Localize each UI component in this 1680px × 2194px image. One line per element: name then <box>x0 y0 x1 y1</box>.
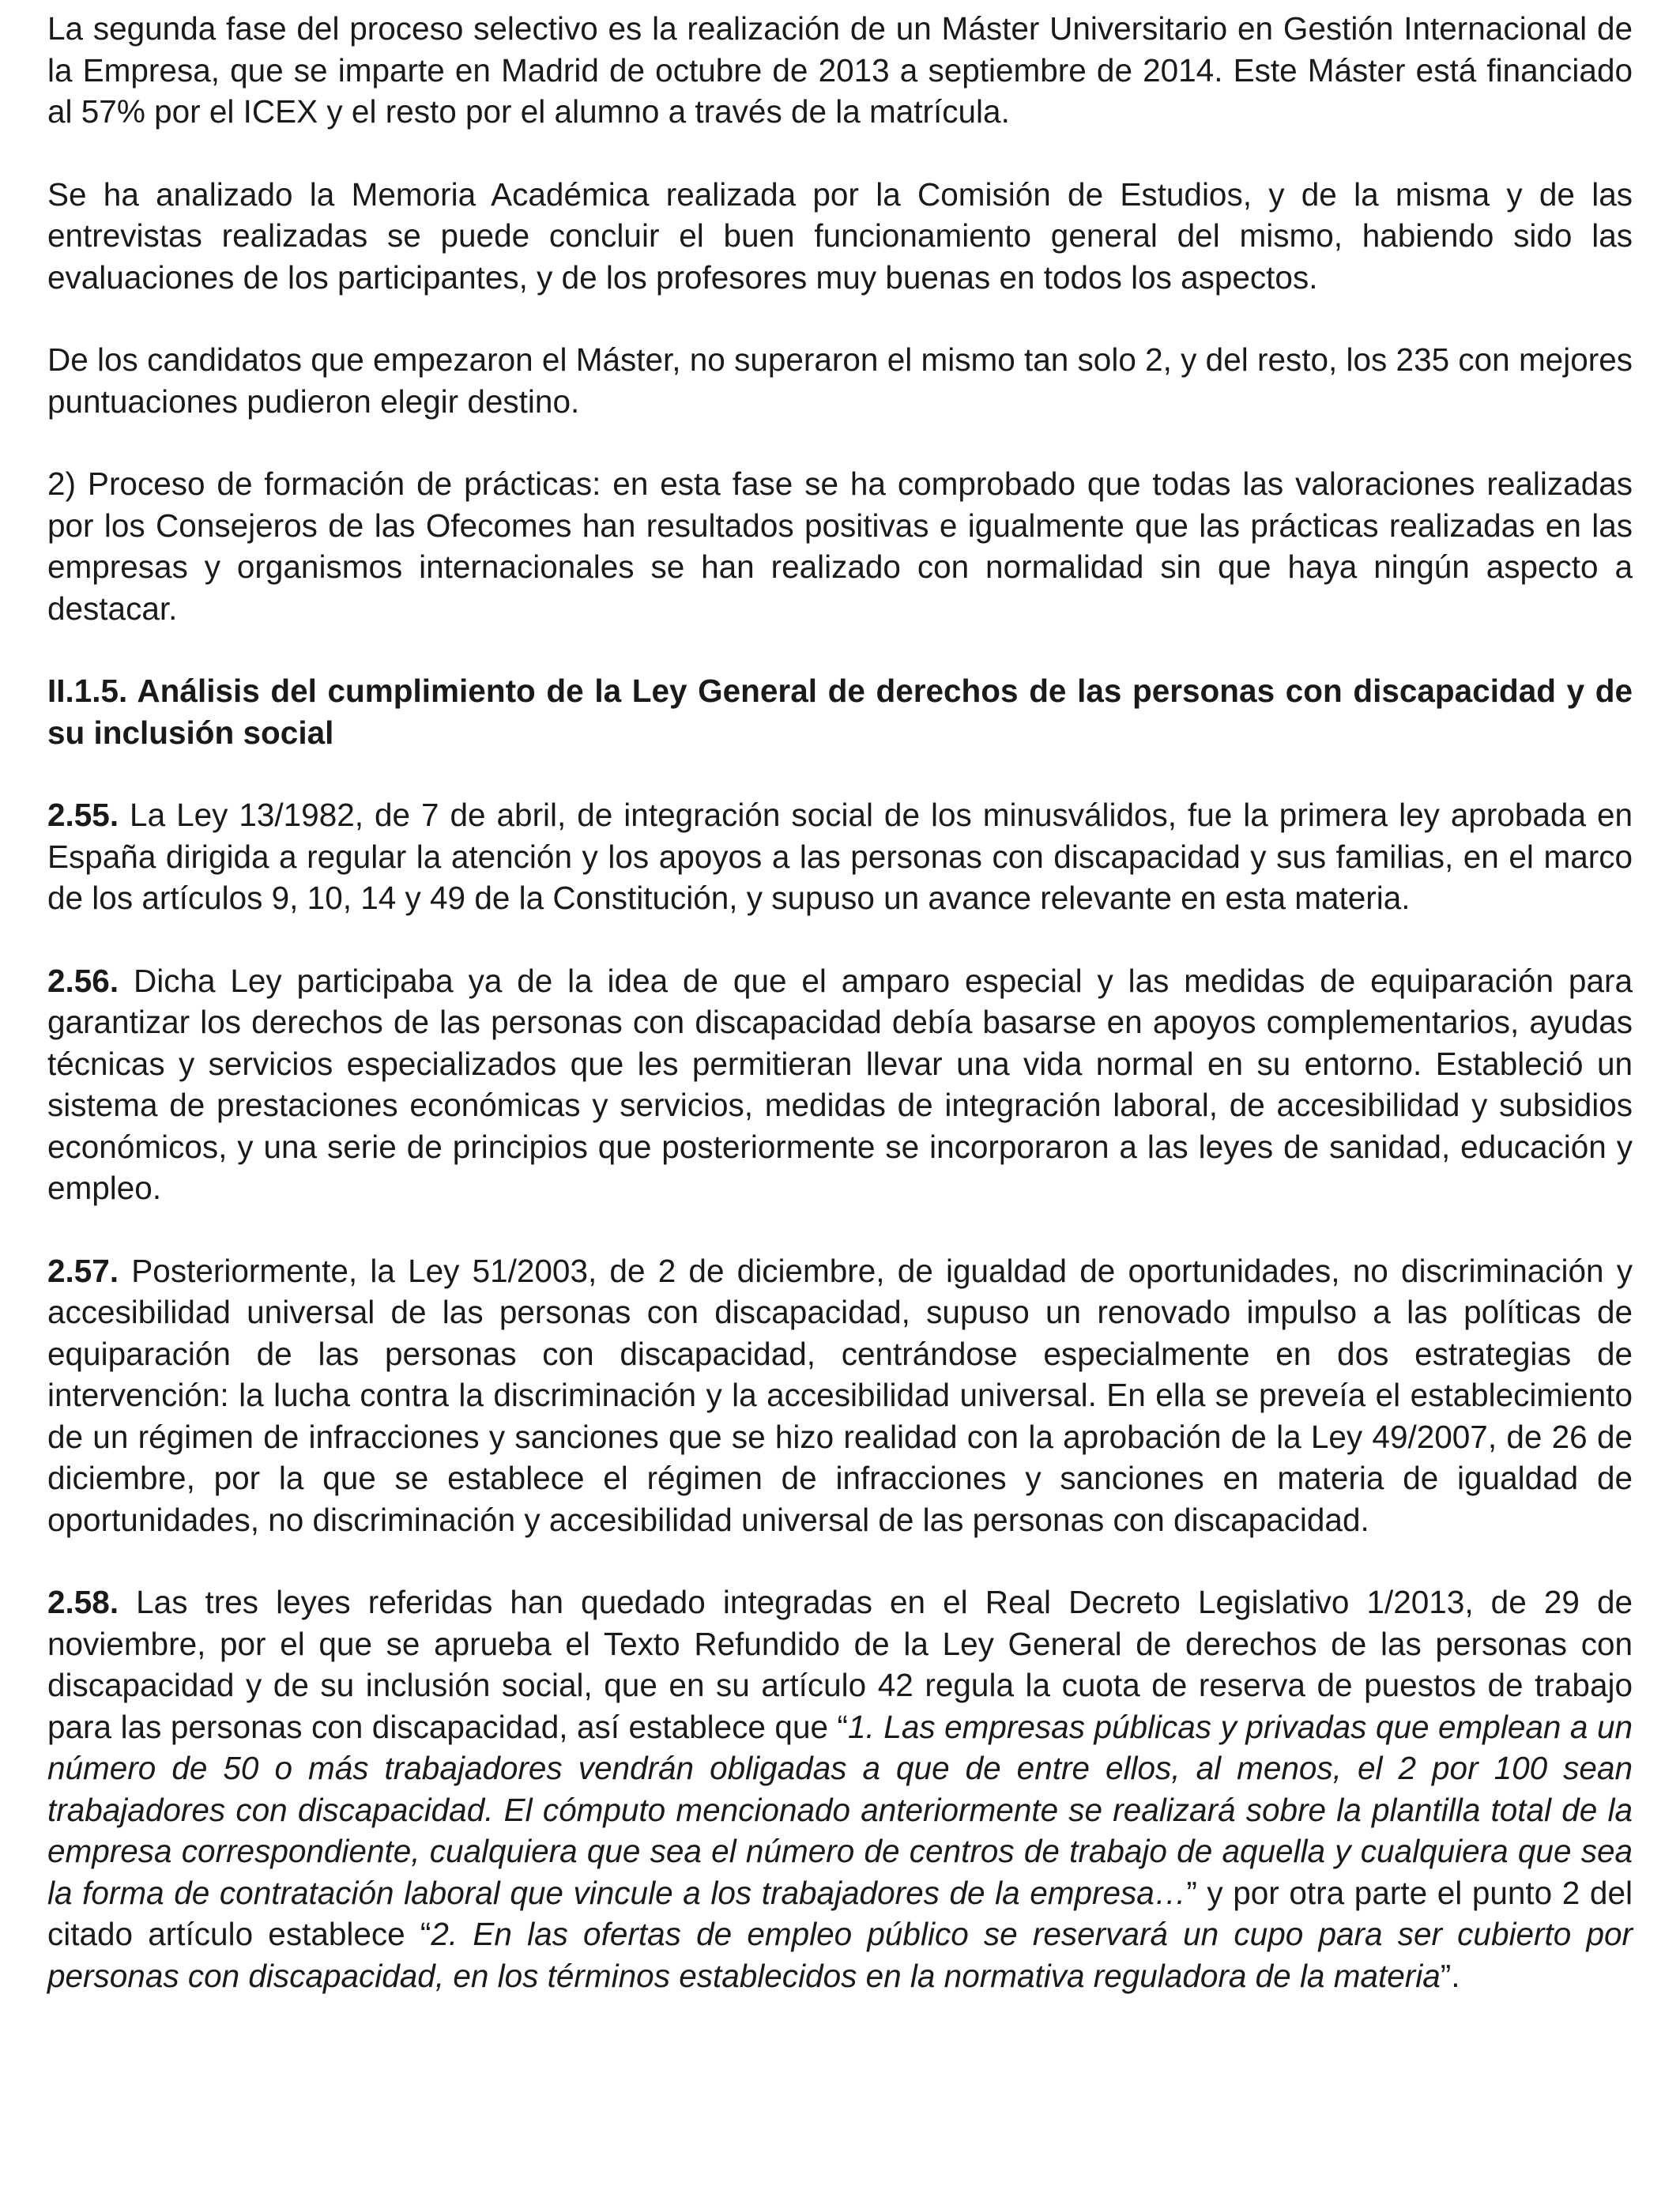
paragraph-text-continued: ” y por otra parte el punto 2 del citado artículo establece “ <box>47 1874 1633 1952</box>
section-heading: II.1.5. Análisis del cumplimiento de la Ley General de derechos de las personas con discapacidad y de su inclusión social <box>47 673 1633 751</box>
paragraph-2-57 <box>47 1250 1633 1541</box>
paragraph-memoria-academica: Se ha analizado la Memoria Académica realizada por la Comisión de Estudios, y de la misma y de las entrevistas realizadas se puede concluir el buen funcionamiento general del mismo, habiendo sido las evaluaciones de los participantes, y de los profesores muy buenas en todos los aspectos. <box>47 175 1633 296</box>
paragraph-2-56 <box>47 960 1633 1209</box>
quote-article-42-point-2: 2. En las ofertas de empleo público se reservará un cupo para ser cubierto por personas con discapacidad, en los términos establecidos en la normativa reguladora de la materia <box>47 1916 1633 1994</box>
paragraph-number: 2.58. <box>47 1584 119 1620</box>
paragraph-text-end: ”. <box>1440 1957 1460 1994</box>
paragraph-master: La segunda fase del proceso selectivo es la realización de un Máster Universitario en Gestión Internacional de la Empresa, que se imparte en Madrid de octubre de 2013 a septiembre de 2014. Este Máster está financiado al 57% por el ICEX y el resto por el alumno a través de la matrícula. <box>47 10 1633 130</box>
paragraph-text: Dicha Ley participaba ya de la idea de que el amparo especial y las medidas de equiparación para garantizar los derechos de las personas con discapacidad debía basarse en apoyos complementarios, ayudas técnicas y servicios especializados que les permitieran llevar una vida normal en su entorno. Estableció un sistema de prestaciones económicas y servicios, medidas de integración laboral, de accesibilidad y subsidios económicos, y una serie de principios que posteriormente se incorporaron a las leyes de sanidad, educación y empleo. <box>47 962 1633 1206</box>
paragraph-number: 2.55. <box>47 797 119 833</box>
document-page <box>47 8 1633 2038</box>
paragraph-text: Las tres leyes referidas han quedado integradas en el Real Decreto Legislativo 1/2013, de 29 de noviembre, por el que se aprueba el Texto Refundido de la Ley General de derechos de las personas con discapacidad y de su inclusión social, que en su artículo 42 regula la cuota de reserva de puestos de trabajo para las personas con discapacidad, así establece que “ <box>47 1584 1633 1745</box>
paragraph-2-58 <box>47 1581 1633 1996</box>
quote-article-42-point-1: 1. Las empresas públicas y privadas que emplean a un número de 50 o más trabajadores vendrán obligadas a que de entre ellos, al menos, el 2 por 100 sean trabajadores con discapacidad. El cómputo mencionado anteriormente se realizará sobre la plantilla total de la empresa correspondiente, cualquiera que sea el número de centros de trabajo de aquella y cualquiera que sea la forma de contratación laboral que vincule a los trabajadores de la empresa… <box>47 1708 1633 1911</box>
paragraph-text: La Ley 13/1982, de 7 de abril, de integración social de los minusválidos, fue la primera ley aprobada en España dirigida a regular la atención y los apoyos a las personas con discapacidad y sus familias, en el marco de los artículos 9, 10, 14 y 49 de la Constitución, y supuso un avance relevante en esta materia. <box>47 797 1633 916</box>
paragraph-practicas: 2) Proceso de formación de prácticas: en esta fase se ha comprobado que todas las valoraciones realizadas por los Consejeros de las Ofecomes han resultados positivas e igualmente que las prácticas realizadas en las empresas y organismos internacionales se han realizado con normalidad sin que haya ningún aspecto a destacar. <box>47 466 1633 627</box>
paragraph-number: 2.56. <box>47 962 119 999</box>
paragraph-number: 2.57. <box>47 1252 119 1289</box>
paragraph-text: Posteriormente, la Ley 51/2003, de 2 de diciembre, de igualdad de oportunidades, no discriminación y accesibilidad universal de las personas con discapacidad, supuso un renovado impulso a las políticas de equiparación de las personas con discapacidad, centrándose especialmente en dos estrategias de intervención: la lucha contra la discriminación y la accesibilidad universal. En ella se preveía el establecimiento de un régimen de infracciones y sanciones que se hizo realidad con la aprobación de la Ley 49/2007, de 26 de diciembre, por la que se establece el régimen de infracciones y sanciones en materia de igualdad de oportunidades, no discriminación y accesibilidad universal de las personas con discapacidad. <box>47 1252 1633 1538</box>
paragraph-candidatos: De los candidatos que empezaron el Máster, no superaron el mismo tan solo 2, y del resto, los 235 con mejores puntuaciones pudieron elegir destino. <box>47 341 1633 420</box>
paragraph-2-55 <box>47 794 1633 919</box>
